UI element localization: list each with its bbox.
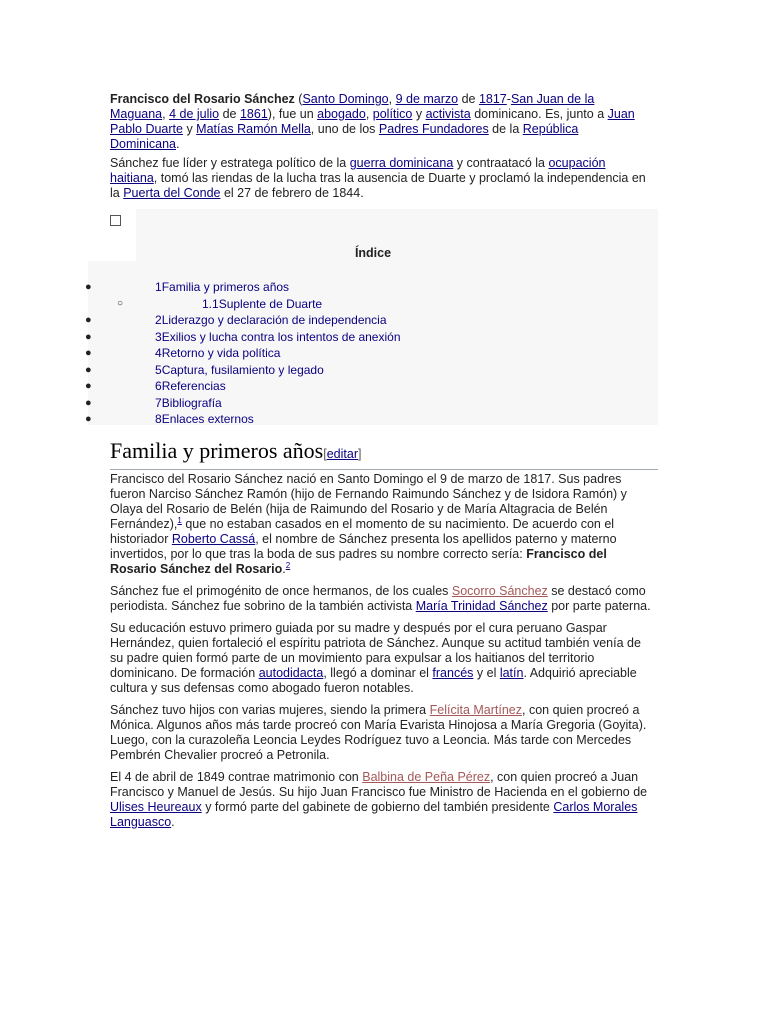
link-latin[interactable]: latín: [499, 666, 524, 680]
link-juan-pablo-duarte[interactable]: Juan Pablo Duarte: [110, 107, 635, 136]
toc-entry[interactable]: [155, 345, 280, 361]
link-puerta-del-conde[interactable]: Puerta del Conde: [123, 186, 221, 200]
link-ocupacion-haitiana[interactable]: ocupación haitiana: [110, 156, 606, 185]
toc-number: 6: [155, 379, 162, 393]
toc-item[interactable]: [85, 312, 658, 329]
circle-bullet-icon: ○: [117, 297, 124, 309]
text: de: [458, 92, 479, 106]
text: , con quien procreó a Mónica. Algunos años más tarde procreó con María Evarista Hinojosa a María Gregoria (Goyita). Luego, con la curazoleña Leoncia Leydes Rodríguez tuvo a Leoncia. Más tarde con Mercedes Pembrén Chevalier procreó a Petronila.: [110, 703, 647, 762]
toc-item[interactable]: [85, 378, 658, 395]
bullet-icon: ●: [85, 330, 92, 343]
toc-number: 4: [155, 346, 162, 360]
text: (: [294, 92, 303, 106]
text: ,: [162, 107, 170, 121]
toc-title: Índice: [354, 246, 392, 260]
section-paragraph-3: [110, 621, 655, 696]
text: de: [219, 107, 240, 121]
text: Su educación estuvo primero guiada por su madre y después por el cura peruano Gaspar Hernández, quien fortaleció el espíritu patriota de Sánchez. Aunque su actitud también venía de su padre quien formó parte de un movimiento para expulsar a los haitianos del territorio dominicano. De formación: [110, 621, 641, 680]
text: el 27 de febrero de 1844.: [220, 186, 364, 200]
toc-entry[interactable]: [155, 411, 254, 427]
toc-entry[interactable]: [202, 296, 322, 312]
text: Francisco del Rosario Sánchez nació en Santo Domingo el 9 de marzo de 1817. Sus padres fueron Narciso Sánchez Ramón (hijo de Fernando Raimundo Sánchez y de Isidora Ramón) y Olaya del Rosario de Belén (hija de Raimundo del Rosario y de María Altagracia de Belén Fernández),: [110, 472, 627, 531]
link-republica-dominicana[interactable]: República Dominicana: [110, 122, 579, 151]
toc-entry[interactable]: [155, 279, 289, 295]
section-paragraph-4: [110, 703, 655, 763]
link-felicita-martinez[interactable]: Felícita Martínez: [429, 703, 522, 717]
toc-number: 1.1: [202, 296, 219, 311]
link-santo-domingo[interactable]: Santo Domingo: [302, 92, 389, 106]
link-9-de-marzo[interactable]: 9 de marzo: [395, 92, 459, 106]
edit-bracket-open: [: [323, 447, 327, 461]
edit-link[interactable]: editar: [326, 447, 359, 461]
toc-number: 1: [155, 280, 162, 294]
reference-link[interactable]: 1: [177, 515, 182, 525]
section-edit: [323, 447, 361, 461]
toc-label: Familia y primeros años: [161, 280, 290, 294]
toc-item[interactable]: [85, 395, 658, 412]
toc-number: 8: [155, 412, 162, 426]
toc-label: Captura, fusilamiento y legado: [161, 362, 324, 377]
reference-link[interactable]: 2: [285, 560, 291, 570]
toc-item[interactable]: [85, 279, 658, 296]
section-paragraph-5: [110, 770, 655, 830]
toc-number: 5: [155, 362, 162, 377]
section-body: [110, 472, 655, 837]
text: .: [282, 562, 286, 576]
link-roberto-cassa[interactable]: Roberto Cassá: [171, 532, 256, 546]
text: , tomó las riendas de la lucha tras la ausencia de Duarte y proclamó la independencia en la: [110, 171, 646, 200]
link-socorro-sanchez[interactable]: Socorro Sánchez: [451, 584, 548, 598]
text: , con quien procreó a Juan Francisco y Manuel de Jesús. Su hijo Juan Francisco fue Ministro de Hacienda en el gobierno de: [110, 770, 648, 799]
section-paragraph-1: [110, 472, 655, 577]
text: por parte paterna.: [547, 599, 651, 613]
text: El 4 de abril de 1849 contrae matrimonio con: [110, 770, 363, 784]
link-san-juan-de-la-maguana[interactable]: San Juan de la Maguana: [110, 92, 595, 121]
bullet-icon: ●: [85, 396, 92, 409]
text: . Adquirió apreciable cultura y sus defensas como abogado fueron notables.: [110, 666, 637, 695]
toc-label: Exilios y lucha contra los intentos de anexión: [161, 329, 401, 344]
toc-item[interactable]: [85, 362, 658, 379]
text: que no estaban casados en el momento de su nacimiento. De acuerdo con el historiador: [110, 517, 615, 546]
section-heading-text: Familia y primeros años: [110, 438, 324, 463]
toc-list: [85, 279, 658, 428]
intro-paragraph-1: [110, 92, 650, 152]
toc-label: Liderazgo y declaración de independencia: [161, 313, 387, 327]
link-ulises-heureaux[interactable]: Ulises Heureaux: [110, 800, 202, 814]
intro-paragraph-2: [110, 156, 650, 201]
toc-entry[interactable]: [155, 362, 324, 378]
text: , uno de los: [310, 122, 379, 136]
bullet-icon: ●: [85, 363, 92, 376]
bullet-icon: ●: [85, 314, 92, 326]
link-balbina-de-pena-perez[interactable]: Balbina de Peña Pérez: [362, 770, 491, 784]
toc-label: Bibliografía: [161, 395, 222, 410]
toc-label: Suplente de Duarte: [218, 296, 323, 311]
article-subject-name: Francisco del Rosario Sánchez: [110, 92, 295, 106]
link-maria-trinidad-sanchez[interactable]: María Trinidad Sánchez: [415, 599, 548, 613]
toc-item[interactable]: [88, 296, 658, 313]
link-carlos-morales-languasco[interactable]: Carlos Morales Languasco: [110, 800, 638, 829]
text: ), fue un: [267, 107, 318, 121]
toc-label: Retorno y vida política: [161, 346, 281, 360]
text: de la: [488, 122, 523, 136]
link-matias-ramon-mella[interactable]: Matías Ramón Mella: [196, 122, 311, 136]
link-activista[interactable]: activista: [425, 107, 471, 121]
bullet-icon: ●: [85, 347, 92, 359]
bullet-icon: ●: [85, 413, 92, 425]
toc-entry[interactable]: [155, 312, 387, 328]
text: y contraatacó la: [453, 156, 549, 170]
link-abogado[interactable]: abogado: [317, 107, 366, 121]
toc-item[interactable]: [85, 411, 658, 428]
text: y: [182, 122, 197, 136]
correct-name: Francisco del Rosario Sánchez del Rosario: [110, 547, 607, 576]
link-guerra-dominicana[interactable]: guerra dominicana: [349, 156, 454, 170]
link-padres-fundadores[interactable]: Padres Fundadores: [378, 122, 489, 136]
text: y el: [473, 666, 500, 680]
text: y: [412, 107, 426, 121]
toc-item[interactable]: [85, 329, 658, 346]
toc-number: 2: [155, 313, 162, 327]
text: dominicano. Es, junto a: [470, 107, 608, 121]
text: Sánchez fue el primogénito de once hermanos, de los cuales: [110, 584, 452, 598]
section-paragraph-2: [110, 584, 655, 614]
reference-2[interactable]: [286, 561, 290, 570]
toc-toggle-checkbox[interactable]: [110, 215, 121, 226]
section-heading: [110, 438, 658, 470]
text: se destacó como periodista. Sánchez fue sobrino de la también activista: [110, 584, 646, 613]
text: , el nombre de Sánchez presenta los apellidos paterno y materno invertidos, por lo que tras la boda de sus padres su nombre correcto sería:: [110, 532, 617, 561]
link-autodidacta[interactable]: autodidacta: [258, 666, 324, 680]
edit-bracket-close: ]: [358, 447, 362, 461]
toc-entry[interactable]: [155, 378, 226, 394]
text: .: [171, 815, 175, 829]
text: Sánchez fue líder y estratega político de la: [110, 156, 350, 170]
text: , llegó a dominar el: [323, 666, 433, 680]
table-of-contents: [85, 209, 658, 426]
text: .: [176, 137, 180, 151]
link-frances[interactable]: francés: [432, 666, 474, 680]
toc-entry[interactable]: [155, 329, 401, 345]
text: y formó parte del gabinete de gobierno del también presidente: [201, 800, 554, 814]
toc-number: 3: [155, 329, 162, 344]
link-4-de-julio[interactable]: 4 de julio: [169, 107, 220, 121]
toc-label: Referencias: [161, 379, 226, 393]
toc-item[interactable]: [85, 345, 658, 362]
text: Sánchez tuvo hijos con varias mujeres, siendo la primera: [110, 703, 430, 717]
text: ,: [365, 107, 373, 121]
text: ,: [388, 92, 396, 106]
link-1817[interactable]: 1817: [478, 92, 507, 106]
toc-number: 7: [155, 395, 162, 410]
article-intro: [110, 92, 650, 207]
toc-label: Enlaces externos: [161, 412, 254, 426]
link-1861[interactable]: 1861: [239, 107, 268, 121]
link-politico[interactable]: político: [372, 107, 413, 121]
bullet-icon: ●: [85, 281, 92, 293]
bullet-icon: ●: [85, 380, 92, 392]
toc-entry[interactable]: [155, 395, 222, 411]
text: -: [506, 92, 511, 106]
